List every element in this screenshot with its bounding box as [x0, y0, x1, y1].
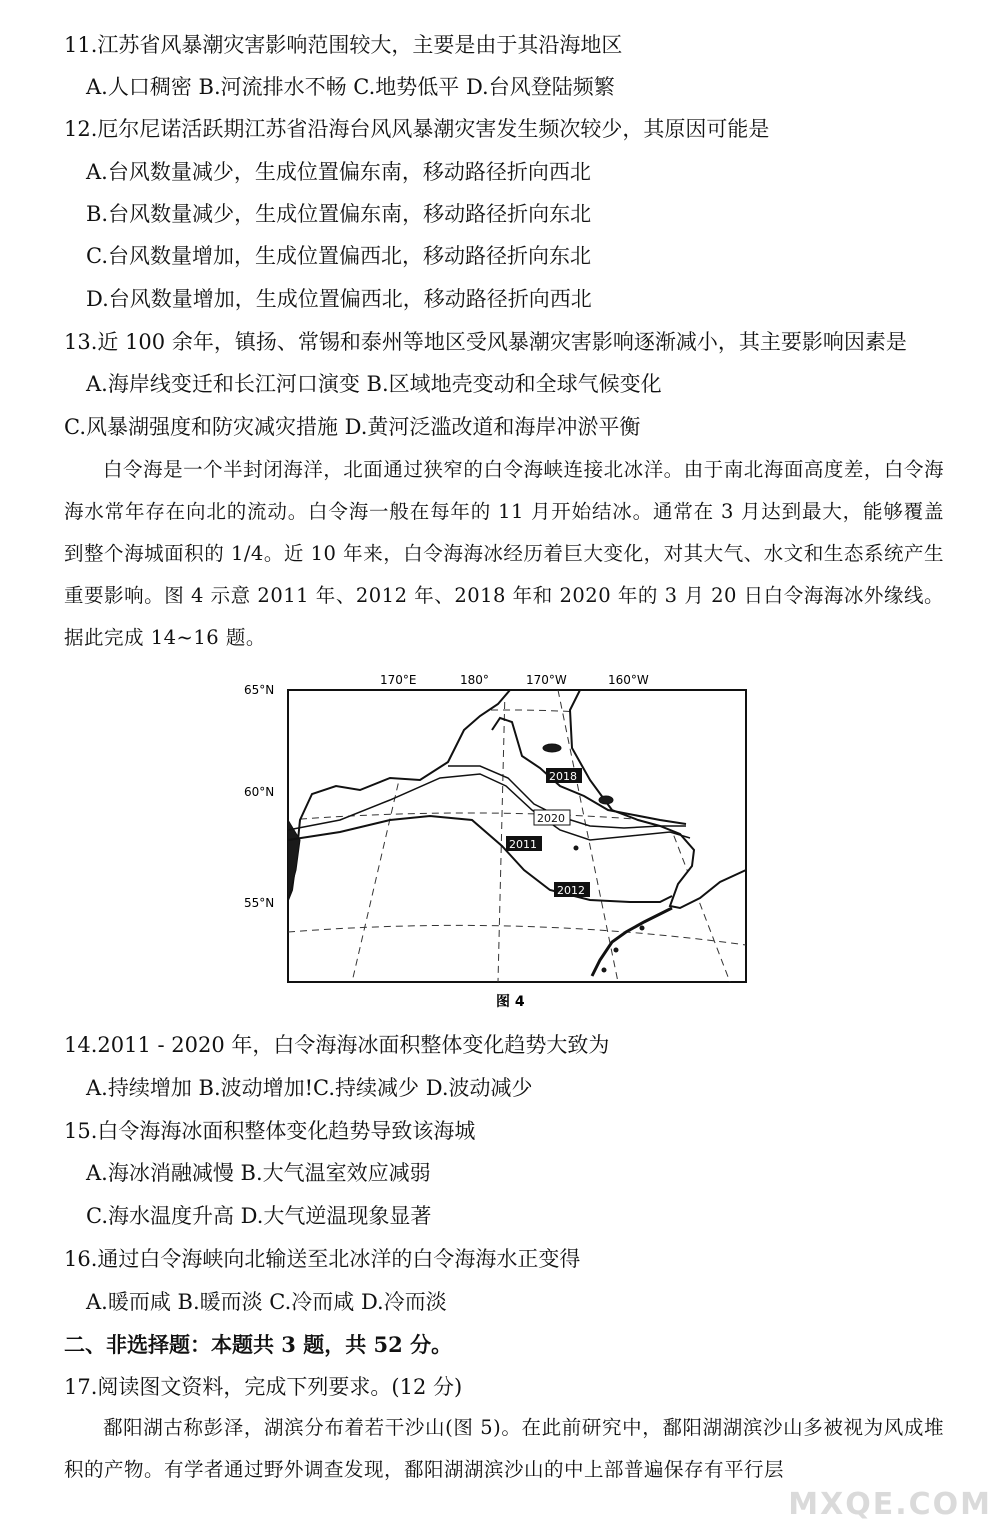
question-13-options-cd: C.风暴湖强度和防灾减灾措施 D.黄河泛滥改道和海岸冲淤平衡 [64, 415, 641, 439]
lon-label-170w: 170°W [526, 673, 567, 687]
label-2020: 2020 [537, 812, 565, 825]
passage-poyang-lake: 鄱阳湖古称彭泽，湖滨分布着若干沙山(图 5)。在此前研究中，鄱阳湖湖滨沙山多被视为风成堆积的产物。有学者通过野外调查发现，鄱阳湖湖滨沙山的中上部普遍保存有平行层 [64, 1416, 944, 1481]
st-lawrence-island [543, 744, 561, 752]
lon-label-170e: 170°E [380, 673, 417, 687]
question-16-options: A.暖而咸 B.暖而淡 C.冷而咸 D.冷而淡 [86, 1290, 447, 1314]
lat-label-60n: 60°N [244, 785, 275, 799]
lat-label-55n: 55°N [244, 896, 275, 910]
question-15-options-ab: A.海冰消融减慢 B.大气温室效应减弱 [86, 1161, 431, 1185]
question-16: 16.通过白令海峡向北输送至北冰洋的白令海海水正变得 [64, 1247, 581, 1271]
pribilof-island [574, 846, 578, 850]
section-2-heading: 二、非选择题：本题共 3 题，共 52 分。 [64, 1332, 453, 1357]
question-12-option-c: C.台风数量增加，生成位置偏西北，移动路径折向东北 [86, 244, 591, 268]
question-11: 11.江苏省风暴潮灾害影响范围较大，主要是由于其沿海地区 [64, 33, 623, 57]
lon-label-180: 180° [460, 673, 489, 687]
label-2012: 2012 [557, 884, 585, 897]
question-13: 13.近 100 余年，镇扬、常锡和泰州等地区受风暴潮灾害影响逐渐减小，其主要影响因素是 [64, 330, 907, 354]
nunivak-island [599, 796, 613, 804]
label-2018: 2018 [549, 770, 577, 783]
figure-4-map [240, 670, 760, 1015]
watermark: MXQE.COM [788, 1487, 992, 1522]
question-14-options: A.持续增加 B.波动增加!C.持续减少 D.波动减少 [86, 1076, 533, 1100]
question-17: 17.阅读图文资料，完成下列要求。(12 分) [64, 1375, 463, 1399]
question-14: 14.2011 - 2020 年，白令海海冰面积整体变化趋势大致为 [64, 1033, 610, 1057]
lon-label-160w: 160°W [608, 673, 649, 687]
question-15-options-cd: C.海水温度升高 D.大气逆温现象显著 [86, 1204, 432, 1228]
question-11-options: A.人口稠密 B.河流排水不畅 C.地势低平 D.台风登陆频繁 [86, 75, 615, 99]
lat-label-65n: 65°N [244, 683, 275, 697]
label-2011: 2011 [509, 838, 537, 851]
passage-bering-sea: 白令海是一个半封闭海洋，北面通过狭窄的白令海峡连接北冰洋。由于南北海面高度差，白令海海水常年存在向北的流动。白令海一般在每年的 11 月开始结冰。通常在 3 月达到最大，能够覆盖到整个海城面积的 1/4。近 10 年来，白令海海冰经历着巨大变化，对其大气、水文和生态系统产生重要影响。图 4 示意 2011 年、2012 年、2018 年和 2020 年的 3 月 20 日白令海海冰外缘线。据此完成 14~16 题。 [64, 458, 944, 649]
question-12-option-a: A.台风数量减少，生成位置偏东南，移动路径折向西北 [86, 160, 591, 184]
question-13-options-ab: A.海岸线变迁和长江河口演变 B.区域地壳变动和全球气候变化 [86, 372, 662, 396]
question-12: 12.厄尔尼诺活跃期江苏省沿海台风风暴潮灾害发生频次较少，其原因可能是 [64, 117, 770, 141]
figure-caption: 图 4 [496, 994, 525, 1010]
question-12-option-d: D.台风数量增加，生成位置偏西北，移动路径折向西北 [86, 287, 592, 311]
question-15: 15.白令海海冰面积整体变化趋势导致该海城 [64, 1119, 476, 1143]
question-12-option-b: B.台风数量减少，生成位置偏东南，移动路径折向东北 [86, 202, 592, 226]
